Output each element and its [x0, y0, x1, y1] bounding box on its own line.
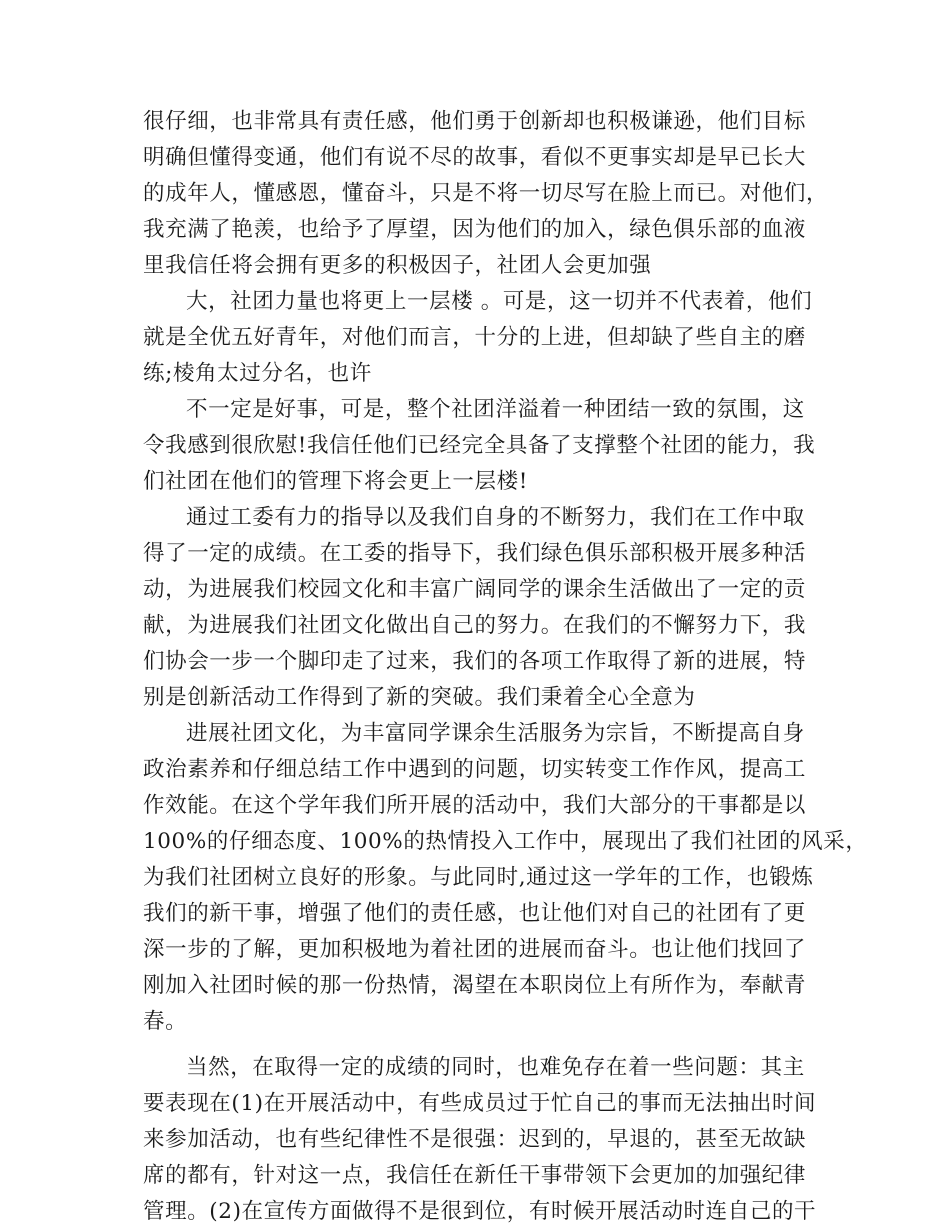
text-line: 令我感到很欣慰!我信任他们已经完全具备了支撑整个社团的能力，我: [143, 433, 816, 458]
text-line: 献，为进展我们社团文化做出自己的努力。在我们的不懈努力下，我: [143, 613, 807, 638]
text-line: 们社团在他们的管理下将会更上一层楼!: [143, 469, 528, 494]
text-line: 们协会一步一个脚印走了过来，我们的各项工作取得了新的进展，特: [143, 649, 807, 674]
text-line: 当然，在取得一定的成绩的同时，也难免存在着一些问题：其主: [186, 1055, 805, 1080]
text-line: 里我信任将会拥有更多的积极因子，社团人会更加强: [143, 253, 652, 278]
text-line: 要表现在(1)在开展活动中，有些成员过于忙自己的事而无法抽出时间: [143, 1091, 817, 1116]
text-line: 作效能。在这个学年我们所开展的活动中，我们大部分的干事都是以: [143, 793, 807, 818]
text-line: 管理。(2)在宣传方面做得不是很到位，有时候开展活动时连自己的干: [143, 1199, 817, 1224]
text-line: 不一定是好事，可是，整个社团洋溢着一种团结一致的氛围，这: [186, 397, 805, 422]
text-line: 100%的仔细态度、100%的热情投入工作中，展现出了我们社团的风采，: [143, 829, 868, 854]
text-line: 的成年人，懂感恩，懂奋斗，只是不将一切尽写在脸上而已。对他们，: [143, 181, 829, 206]
text-line: 就是全优五好青年，对他们而言，十分的上进，但却缺了些自主的磨: [143, 325, 807, 350]
text-line: 很仔细，也非常具有责任感，他们勇于创新却也积极谦逊，他们目标: [143, 109, 807, 134]
text-line: 通过工委有力的指导以及我们自身的不断努力，我们在工作中取: [186, 505, 805, 530]
text-line: 深一步的了解，更加积极地为着社团的进展而奋斗。也让他们找回了: [143, 937, 807, 962]
text-line: 春。: [143, 1009, 188, 1034]
text-line: 席的都有，针对这一点，我信任在新任干事带领下会更加的加强纪律: [143, 1163, 807, 1188]
text-line: 得了一定的成绩。在工委的指导下，我们绿色俱乐部积极开展多种活: [143, 541, 807, 566]
text-line: 为我们社团树立良好的形象。与此同时,通过这一学年的工作，也锻炼: [143, 865, 814, 890]
text-line: 刚加入社团时候的那一份热情，渴望在本职岗位上有所作为，奉献青: [143, 973, 807, 998]
text-line: 动，为进展我们校园文化和丰富广阔同学的课余生活做出了一定的贡: [143, 577, 807, 602]
text-line: 来参加活动，也有些纪律性不是很强：迟到的，早退的，甚至无故缺: [143, 1127, 807, 1152]
text-line: 我充满了艳羡，也给予了厚望，因为他们的加入，绿色俱乐部的血液: [143, 217, 807, 242]
text-line: 政治素养和仔细总结工作中遇到的问题，切实转变工作作风，提高工: [143, 757, 807, 782]
text-line: 进展社团文化，为丰富同学课余生活服务为宗旨，不断提高自身: [186, 721, 805, 746]
text-line: 我们的新干事，增强了他们的责任感，也让他们对自己的社团有了更: [143, 901, 807, 926]
text-line: 明确但懂得变通，他们有说不尽的故事，看似不更事实却是早已长大: [143, 145, 807, 170]
text-line: 别是创新活动工作得到了新的突破。我们秉着全心全意为: [143, 685, 696, 710]
text-line: 大，社团力量也将更上一层楼 。可是，这一切并不代表着，他们: [186, 289, 813, 314]
text-line: 练;棱角太过分名，也许: [143, 361, 372, 386]
